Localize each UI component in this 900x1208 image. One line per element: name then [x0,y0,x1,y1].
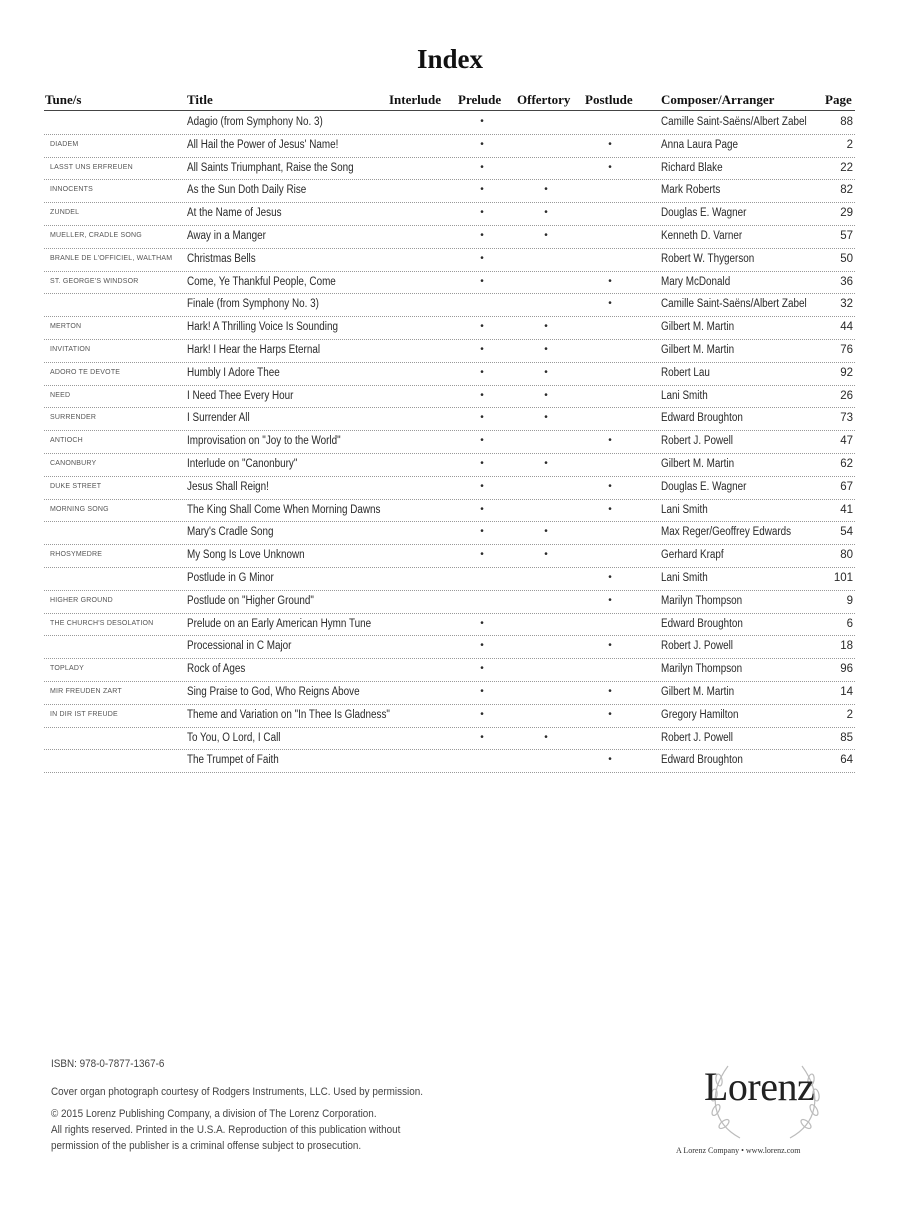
offertory-mark: • [544,366,548,378]
prelude-mark: • [480,275,484,287]
page-number-cell: 29 [840,207,853,220]
title-cell: Humbly I Adore Thee [187,366,280,379]
tune-cell: DUKE STREET [50,482,102,490]
page-number-cell: 47 [840,435,853,448]
table-row [44,111,855,135]
tune-cell: TOPLADY [50,665,84,673]
prelude-mark: • [480,640,484,652]
page-number-cell: 101 [833,572,853,584]
prelude-mark: • [480,412,484,424]
header-interlude: Interlude [389,92,441,107]
composer-cell: Douglas E. Wagner [661,480,747,493]
copyright-line-2: All rights reserved. Printed in the U.S.A. Reproduction of this publication without [51,1124,401,1136]
prelude-mark: • [480,389,484,401]
header-page: Page [825,92,852,107]
table-row [44,567,855,591]
page-title: Index [416,44,484,74]
postlude-mark: • [608,480,612,492]
offertory-mark: • [544,321,548,333]
page-number-cell: 96 [840,663,853,676]
table-row [44,202,855,226]
table-row [44,681,855,705]
prelude-mark: • [480,366,484,378]
composer-cell: Max Reger/Geoffrey Edwards [661,526,792,539]
offertory-mark: • [544,412,548,424]
composer-cell: Mark Roberts [661,184,721,197]
title-cell: Improvisation on "Joy to the World" [187,435,341,448]
tune-cell: NEED [50,391,71,399]
title-cell: Rock of Ages [187,663,246,676]
table-row [44,521,855,545]
title-cell: Theme and Variation on "In Thee Is Gladness" [187,708,390,721]
page-number-cell: 18 [840,640,853,653]
composer-cell: Edward Broughton [661,754,743,767]
postlude-mark: • [608,708,612,720]
table-row [44,293,855,317]
title-cell: The King Shall Come When Morning Dawns [187,503,381,516]
title-cell: All Saints Triumphant, Raise the Song [187,161,354,174]
prelude-mark: • [480,230,484,241]
title-cell: Processional in C Major [187,640,292,653]
title-cell: As the Sun Doth Daily Rise [187,184,307,197]
table-row [44,134,855,158]
postlude-mark: • [608,640,612,652]
tune-cell: ADORO TE DEVOTE [50,368,121,376]
offertory-mark: • [544,549,548,561]
header-postlude: Postlude [585,92,633,107]
composer-cell: Gilbert M. Martin [661,344,735,356]
tune-cell: ST. GEORGE'S WINDSOR [50,277,139,285]
tune-cell: HIGHER GROUND [50,596,113,604]
page-number-cell: 22 [840,161,853,174]
postlude-mark: • [608,572,612,583]
header-offertory: Offertory [517,92,571,107]
composer-cell: Anna Laura Page [661,138,738,151]
table-row [44,590,855,614]
page-number-cell: 85 [840,731,853,744]
prelude-mark: • [480,138,484,150]
tune-cell: MERTON [50,323,82,331]
page-number-cell: 14 [840,686,853,698]
title-cell: To You, O Lord, I Call [187,731,281,744]
title-cell: Postlude on "Higher Ground" [187,594,314,607]
composer-cell: Robert Lau [661,366,710,379]
table-row [44,339,855,363]
tune-cell: MORNING SONG [50,505,109,513]
tune-cell [50,567,184,590]
title-cell: Adagio (from Symphony No. 3) [187,116,323,128]
offertory-mark: • [544,207,548,219]
composer-cell: Kenneth D. Varner [661,230,743,242]
copyright-line-1: © 2015 Lorenz Publishing Company, a division of The Lorenz Corporation. [51,1108,377,1120]
title-cell: Finale (from Symphony No. 3) [187,298,319,311]
postlude-mark: • [608,686,612,697]
prelude-mark: • [480,480,484,492]
composer-cell: Gilbert M. Martin [661,458,735,470]
prelude-mark: • [480,252,484,264]
page-number-cell: 32 [840,298,853,311]
tune-cell [50,521,184,544]
page-number-cell: 36 [840,275,853,288]
composer-cell: Robert W. Thygerson [661,252,755,265]
page-number-cell: 9 [846,594,853,607]
offertory-mark: • [544,344,548,355]
prelude-mark: • [480,663,484,675]
page-number-cell: 6 [846,617,853,630]
table-row [44,385,855,409]
title-cell: Interlude on "Canonbury" [187,458,298,470]
title-cell: Come, Ye Thankful People, Come [187,275,336,288]
composer-cell: Robert J. Powell [661,731,734,744]
composer-cell: Gerhard Krapf [661,549,724,562]
prelude-mark: • [480,549,484,561]
composer-cell: Richard Blake [661,161,723,174]
title-cell: Away in a Manger [187,230,266,242]
page-number-cell: 57 [840,230,853,242]
table-row [44,613,855,637]
tune-cell: MUELLER, CRADLE SONG [50,232,142,239]
postlude-mark: • [608,594,612,606]
page-number-cell: 62 [840,458,853,470]
tune-cell: RHOSYMEDRE [50,551,103,559]
prelude-mark: • [480,184,484,196]
tune-cell: INNOCENTS [50,186,94,194]
offertory-mark: • [544,230,548,241]
offertory-mark: • [544,731,548,743]
prelude-mark: • [480,617,484,629]
table-row [44,271,855,295]
table-row [44,362,855,386]
page-number-cell: 76 [840,344,853,356]
table-row [44,248,855,272]
composer-cell: Marilyn Thompson [661,594,743,607]
prelude-mark: • [480,731,484,743]
prelude-mark: • [480,161,484,173]
prelude-mark: • [480,526,484,538]
prelude-mark: • [480,458,484,469]
title-cell: Christmas Bells [187,252,256,265]
page-number-cell: 80 [840,549,853,562]
prelude-mark: • [480,116,484,127]
table-row [44,727,855,751]
title-cell: Mary's Cradle Song [187,526,274,539]
page-number-cell: 50 [840,252,853,265]
page-number-cell: 2 [846,708,853,721]
tune-cell: INVITATION [50,346,91,353]
title-cell: Hark! I Hear the Harps Eternal [187,344,321,356]
table-row [44,476,855,500]
tune-cell: CANONBURY [50,460,97,467]
composer-cell: Edward Broughton [661,412,743,425]
table-row [44,635,855,659]
photo-credit-text: Cover organ photograph courtesy of Rodgers Instruments, LLC. Used by permission. [51,1086,423,1098]
title-cell: All Hail the Power of Jesus' Name! [187,138,339,151]
prelude-mark: • [480,686,484,697]
prelude-mark: • [480,708,484,720]
copyright-line-3: permission of the publisher is a criminal offense subject to prosecution. [51,1140,362,1152]
title-cell: Jesus Shall Reign! [187,480,269,493]
title-cell: Sing Praise to God, Who Reigns Above [187,686,360,698]
composer-cell: Marilyn Thompson [661,663,743,676]
title-cell: Postlude in G Minor [187,572,274,584]
table-row [44,430,855,454]
tune-cell: DIADEM [50,140,79,148]
page-number-cell: 88 [840,116,853,128]
postlude-mark: • [608,275,612,287]
postlude-mark: • [608,138,612,150]
header-title: Title [187,92,213,107]
composer-cell: Camille Saint-Saëns/Albert Zabel [661,298,807,311]
composer-cell: Mary McDonald [661,275,731,288]
title-cell: The Trumpet of Faith [187,754,279,767]
tune-cell: THE CHURCH'S DESOLATION [50,619,154,627]
tune-cell: ZUNDEL [50,209,80,217]
title-cell: I Need Thee Every Hour [187,389,294,402]
table-row [44,179,855,203]
tune-cell: MIR FREUDEN ZART [50,688,122,695]
lorenz-tagline: A Lorenz Company • www.lorenz.com [676,1146,801,1155]
page-number-cell: 54 [840,526,853,539]
table-row [44,658,855,682]
postlude-mark: • [608,435,612,447]
offertory-mark: • [544,458,548,469]
composer-cell: Gilbert M. Martin [661,686,735,698]
postlude-mark: • [608,503,612,515]
tune-cell: LASST UNS ERFREUEN [50,163,133,171]
tune-cell: ANTIOCH [50,437,83,445]
title-cell: My Song Is Love Unknown [187,549,305,562]
table-row [44,157,855,181]
title-cell: Prelude on an Early American Hymn Tune [187,617,372,630]
table-row [44,316,855,340]
tune-cell [50,111,184,134]
composer-cell: Robert J. Powell [661,640,734,653]
composer-cell: Gregory Hamilton [661,708,739,721]
composer-cell: Lani Smith [661,503,708,516]
page-number-cell: 26 [840,389,853,402]
header-composer: Composer/Arranger [661,92,775,107]
composer-cell: Edward Broughton [661,617,743,630]
prelude-mark: • [480,321,484,333]
postlude-mark: • [608,161,612,173]
tune-cell [50,749,184,772]
tune-cell [50,293,184,316]
table-row [44,749,855,773]
tune-cell: SURRENDER [50,414,97,422]
table-row [44,499,855,523]
title-cell: At the Name of Jesus [187,207,282,220]
composer-cell: Lani Smith [661,389,708,402]
page-number-cell: 44 [840,321,853,334]
table-row [44,704,855,728]
page-number-cell: 2 [846,138,853,151]
prelude-mark: • [480,207,484,219]
prelude-mark: • [480,344,484,355]
page-number-cell: 41 [840,503,853,516]
composer-cell: Lani Smith [661,572,708,584]
table-row [44,453,855,477]
table-row [44,544,855,568]
offertory-mark: • [544,389,548,401]
prelude-mark: • [480,503,484,515]
page-number-cell: 92 [840,366,853,379]
tune-cell [50,727,184,750]
table-row [44,225,855,249]
table-row [44,407,855,431]
postlude-mark: • [608,754,612,766]
composer-cell: Robert J. Powell [661,435,734,448]
offertory-mark: • [544,184,548,196]
prelude-mark: • [480,435,484,447]
postlude-mark: • [608,298,612,310]
title-cell: Hark! A Thrilling Voice Is Sounding [187,321,339,334]
tune-cell: BRANLE DE L'OFFICIEL, WALTHAM [50,254,173,262]
composer-cell: Douglas E. Wagner [661,207,747,220]
title-cell: I Surrender All [187,412,250,425]
header-prelude: Prelude [458,92,502,107]
composer-cell: Gilbert M. Martin [661,321,735,334]
isbn-text: ISBN: 978-0-7877-1367-6 [51,1058,165,1070]
page-number-cell: 67 [840,480,853,493]
header-tunes: Tune/s [45,92,82,107]
tune-cell: IN DIR IST FREUDE [50,710,118,718]
page-number-cell: 82 [840,184,853,197]
lorenz-logo-wordmark: Lorenz [704,1064,815,1109]
tune-cell [50,635,184,658]
page-number-cell: 73 [840,412,853,425]
offertory-mark: • [544,526,548,538]
page-number-cell: 64 [840,754,853,767]
composer-cell: Camille Saint-Saëns/Albert Zabel [661,116,807,128]
